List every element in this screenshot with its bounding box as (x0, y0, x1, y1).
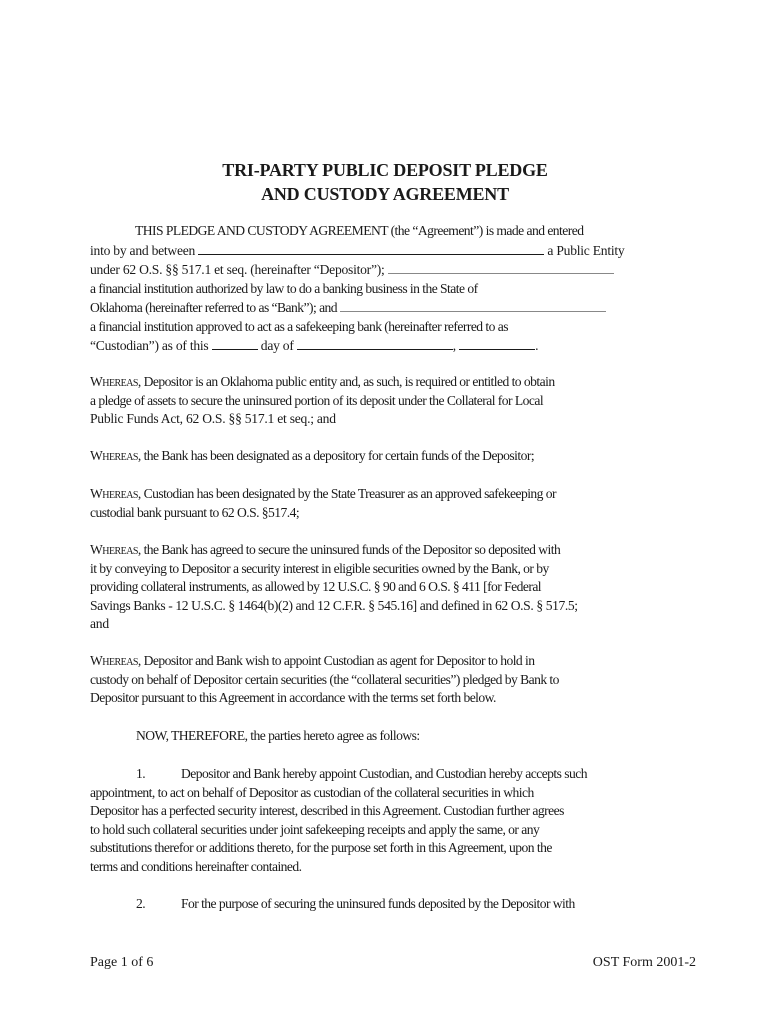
clause-text: , the Bank has agreed to secure the uninsured funds of the Depositor so deposited with (137, 542, 561, 557)
intro-line (90, 298, 680, 318)
clause-line: Depositor has a perfected security interest, described in this Agreement. Custodian further agrees (90, 803, 564, 818)
now-therefore-text: NOW, THEREFORE, the parties hereto agree as follows: (136, 728, 420, 743)
clause-line: terms and conditions hereinafter contained. (90, 858, 302, 874)
whereas-label: Whereas (90, 653, 138, 668)
whereas-label: Whereas (90, 448, 138, 463)
whereas-clause-4 (90, 541, 680, 634)
clause-line: providing collateral instruments, as allowed by 12 U.S.C. § 90 and 6 O.S. § 411 [for Federal (90, 579, 542, 594)
intro-line: a financial institution authorized by law to do a banking business in the State of (90, 280, 478, 296)
clause-text: , the Bank has been designated as a depository for certain funds of the Depositor; (137, 448, 535, 463)
whereas-clause-1 (90, 373, 680, 429)
whereas-clause-3 (90, 485, 680, 522)
clause-line: Depositor pursuant to this Agreement in accordance with the terms set forth below. (90, 690, 496, 705)
numbered-paragraph-2 (90, 895, 680, 914)
intro-text: , (452, 338, 456, 353)
form-number: OST Form 2001-2 (592, 955, 696, 970)
clause-text: Depositor and Bank hereby appoint Custodian, and Custodian hereby accepts such (181, 766, 587, 781)
intro-line: a financial institution approved to act as a safekeeping bank (hereinafter referred to as (90, 318, 508, 334)
clause-line: appointment, to act on behalf of Depositor as custodian of the collateral securities in which (90, 784, 534, 800)
clause-text: For the purpose of securing the uninsured funds deposited by the Depositor with (181, 896, 575, 911)
document-title (0, 158, 770, 206)
intro-paragraph (90, 222, 680, 356)
intro-line (90, 260, 680, 280)
year-field[interactable] (459, 336, 535, 350)
now-therefore (90, 727, 680, 746)
public-entity-name-field[interactable] (198, 241, 544, 255)
clause-line: Savings Banks - 12 U.S.C. § 1464(b)(2) and 12 C.F.R. § 545.16] and defined in 62 O.S. § 517.5; (90, 597, 578, 613)
title-line-1: TRI-PARTY PUBLIC DEPOSIT PLEDGE (222, 160, 548, 180)
intro-line: THIS PLEDGE AND CUSTODY AGREEMENT (the “Agreement”) is made and entered (135, 223, 584, 238)
numbered-paragraph-1 (90, 765, 680, 876)
custodian-name-field[interactable] (340, 298, 606, 312)
clause-line (90, 541, 680, 560)
intro-text: under 62 O.S. §§ 517.1 et seq. (hereinafter “Depositor”); (90, 262, 385, 277)
paragraph-number: 2. (136, 896, 146, 911)
clause-line: to hold such collateral securities under joint safekeeping receipts and apply the same, or any (90, 821, 540, 837)
title-line-2: AND CUSTODY AGREEMENT (261, 184, 509, 204)
clause-line (90, 447, 680, 466)
clause-text: , Depositor is an Oklahoma public entity and, as such, is required or entitled to obtain (137, 374, 555, 389)
bank-name-field[interactable] (388, 260, 614, 274)
month-field[interactable] (297, 336, 453, 350)
clause-line (90, 373, 680, 392)
clause-line: a pledge of assets to secure the uninsured portion of its deposit under the Collateral for Local (90, 392, 544, 408)
clause-line: and (90, 616, 109, 631)
intro-text: day of (260, 338, 294, 353)
clause-line: substitutions therefor or additions thereto, for the purpose set forth in this Agreement, upon the (90, 840, 552, 855)
clause-line: Public Funds Act, 62 O.S. §§ 517.1 et seq.; and (90, 411, 336, 426)
whereas-label: Whereas (90, 486, 138, 501)
clause-line: custody on behalf of Depositor certain securities (the “collateral securities”) pledged by Bank to (90, 671, 559, 687)
day-field[interactable] (212, 336, 258, 350)
intro-text: a Public Entity (547, 242, 625, 258)
whereas-clause-5 (90, 652, 680, 708)
intro-line (90, 336, 680, 356)
whereas-label: Whereas (90, 374, 138, 389)
clause-line: it by conveying to Depositor a security interest in eligible securities owned by the Bank, or by (90, 560, 549, 576)
intro-text: into by and between (90, 242, 196, 258)
clause-line (90, 485, 680, 504)
intro-text: “Custodian”) as of this (90, 338, 209, 353)
clause-text: , Custodian has been designated by the State Treasurer as an approved safekeeping or (137, 486, 557, 501)
whereas-clause-2 (90, 447, 680, 466)
clause-text: , Depositor and Bank wish to appoint Custodian as agent for Depositor to hold in (137, 653, 535, 668)
intro-text: Oklahoma (hereinafter referred to as “Bank”); and (90, 300, 338, 315)
clause-line (90, 895, 680, 914)
whereas-label: Whereas (90, 542, 138, 557)
intro-text: . (535, 338, 539, 353)
paragraph-number: 1. (136, 766, 146, 781)
clause-line (90, 652, 680, 671)
clause-line (90, 765, 680, 784)
clause-line: custodial bank pursuant to 62 O.S. §517.4; (90, 504, 300, 520)
page-number: Page 1 of 6 (90, 955, 154, 970)
intro-line (90, 241, 680, 261)
